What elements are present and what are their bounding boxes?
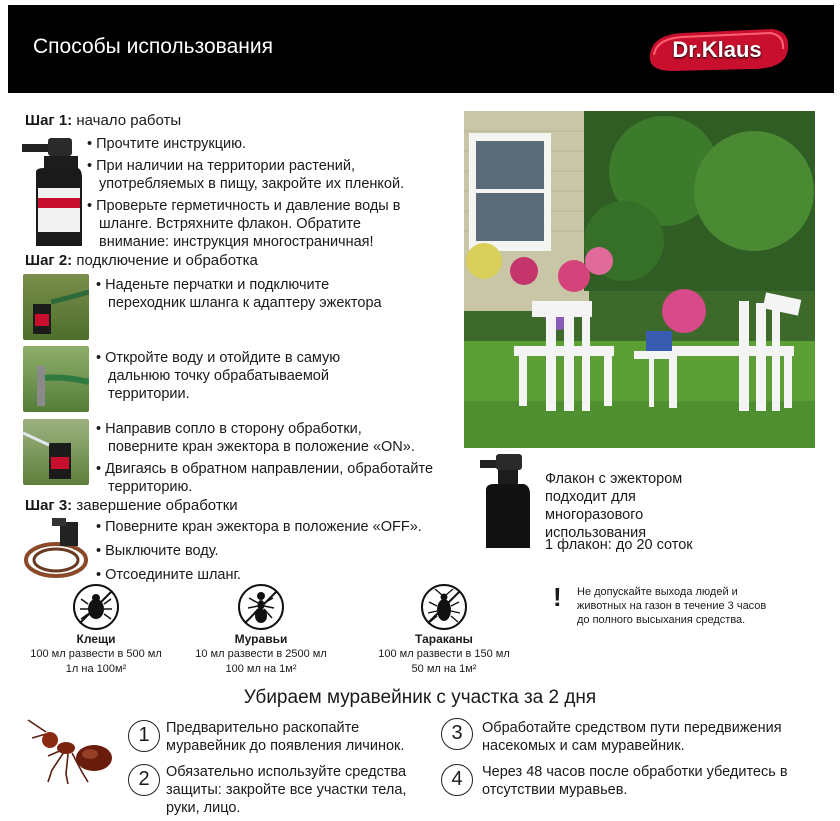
step2-bullet-block-2 (96, 349, 396, 403)
step3-label: Шаг 3: (25, 497, 73, 514)
step1-title: начало работы (76, 112, 182, 129)
step-number-3: 3 (441, 718, 473, 750)
step3-bullets (96, 518, 436, 584)
cockroach-icon (421, 584, 467, 630)
step1-bullets (87, 135, 417, 251)
step2-bullet-block-1 (96, 276, 406, 312)
tick-icon (73, 584, 119, 630)
step1-bullet: • При наличии на территории растений, употребляемых в пищу, закройте их пленкой. (87, 157, 417, 193)
warning-icon: ! (553, 582, 562, 612)
pest-dose-cockroaches: 50 мл на 1м² (411, 663, 477, 675)
step1-bullet: • Проверьте герметичность и давление воды в шланге. Встряхните флакон. Обратите внимание: инструкция многостраничная! (87, 197, 417, 251)
step3-bullet: • Выключите воду. (96, 542, 436, 560)
step3-title: завершение обработки (76, 497, 238, 514)
brand-logo-text: Dr.Klaus (672, 37, 762, 62)
header-bar (8, 5, 834, 93)
garden-photo (464, 111, 815, 448)
step1-bullet: • Прочтите инструкцию. (87, 135, 417, 153)
step3-bullet: • Поверните кран эжектора в положение «OFF». (96, 518, 436, 536)
step2-photo-spray (23, 419, 89, 485)
anthill-title: Убираем муравейник с участка за 2 дня (243, 687, 597, 708)
product-bottle-image (22, 138, 84, 250)
step-number-2: 2 (128, 764, 160, 796)
step2-bullet: • Направив сопло в сторону обработки, поверните кран эжектора в положение «ON». (96, 420, 436, 456)
step3-heading (25, 497, 238, 514)
step2-bullet: • Двигаясь в обратном направлении, обработайте территорию. (96, 460, 436, 496)
pest-dilution-cockroaches: 100 мл развести в 150 мл (378, 648, 510, 660)
step-number-1: 1 (128, 720, 160, 752)
step2-title: подключение и обработка (76, 252, 258, 269)
step3-bullet: • Отсоедините шланг. (96, 566, 436, 584)
hose-ejector-image (22, 516, 94, 582)
page-title: Способы использования (33, 35, 273, 58)
product-coverage: 1 флакон: до 20 соток (545, 537, 693, 553)
anthill-step-2-text: Обязательно используйте средства защиты: закройте все участки тела, руки, лицо. (166, 764, 407, 816)
step2-bullet: • Откройте воду и отойдите в самую дальнюю точку обрабатываемой территории. (96, 349, 396, 403)
step1-label: Шаг 1: (25, 112, 73, 129)
step2-bullet-block-3 (96, 420, 436, 496)
ant-illustration (18, 716, 118, 786)
brand-logo (642, 25, 792, 75)
pest-name-ants: Муравьи (234, 632, 288, 646)
step2-photo-connect (23, 274, 89, 340)
pest-dose-ants: 100 мл на 1м² (225, 663, 297, 675)
anthill-step-3-text: Обработайте средством пути передвижения насекомых и сам муравейник. (482, 720, 782, 754)
step1-heading (25, 112, 181, 129)
product-bottle-small-image (478, 454, 534, 550)
ant-icon (238, 584, 284, 630)
step2-heading (25, 252, 258, 269)
product-description: Флакон с эжектором подходит для многоразового использования (545, 471, 683, 541)
pest-dilution-ticks: 100 мл развести в 500 мл (30, 648, 162, 660)
pest-name-cockroaches: Тараканы (415, 632, 473, 646)
pest-name-ticks: Клещи (76, 632, 116, 646)
step-number-4: 4 (441, 764, 473, 796)
pest-dilution-ants: 10 мл развести в 2500 мл (195, 648, 327, 660)
warning-text: Не допускайте выхода людей и животных на газон в течение 3 часов до полного высыхания средства. (577, 586, 767, 626)
anthill-step-4-text: Через 48 часов после обработки убедитесь в отсутствии муравьев. (482, 764, 788, 798)
step2-photo-water (23, 346, 89, 412)
step2-bullet: • Наденьте перчатки и подключите переходник шланга к адаптеру эжектора (96, 276, 406, 312)
pest-dose-ticks: 1л на 100м² (65, 663, 127, 675)
anthill-step-1-text: Предварительно раскопайте муравейник до появления личинок. (166, 720, 405, 754)
step2-label: Шаг 2: (25, 252, 73, 269)
